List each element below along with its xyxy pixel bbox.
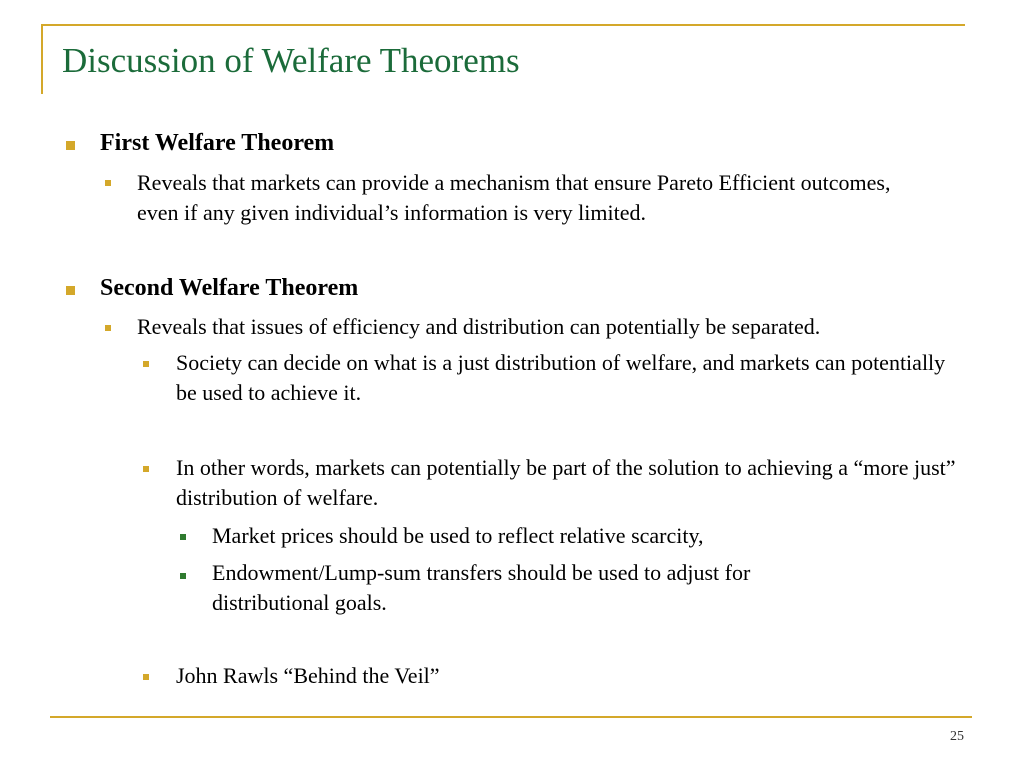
level-three-bullet: [143, 674, 149, 680]
level-one-bullet: [66, 286, 75, 295]
slide-title: Discussion of Welfare Theorems: [62, 41, 520, 80]
slide-bottom-rule: [50, 716, 972, 718]
level-four-bullet: [180, 573, 186, 579]
level-two-bullet: [105, 180, 111, 186]
level-one-bullet: [66, 141, 75, 150]
second-theorem-subpoint: John Rawls “Behind the Veil”: [176, 663, 440, 688]
first-theorem-heading: First Welfare Theorem: [100, 130, 335, 156]
page-number: 25: [950, 729, 964, 744]
level-three-bullet: [143, 361, 149, 367]
second-theorem-subpoint: Society can decide on what is a just distribution of welfare, and markets can potentially be used to achieve it.: [176, 350, 946, 405]
second-theorem-detail: Endowment/Lump-sum transfers should be used to adjust for distributional goals.: [212, 560, 751, 615]
first-theorem-point: Reveals that markets can provide a mechanism that ensure Pareto Efficient outcomes, even if any given individual’s information is very limited.: [137, 170, 891, 225]
level-three-bullet: [143, 466, 149, 472]
second-theorem-point: Reveals that issues of efficiency and distribution can potentially be separated.: [137, 314, 821, 339]
level-four-bullet: [180, 534, 186, 540]
level-two-bullet: [105, 325, 111, 331]
second-theorem-subpoint: In other words, markets can potentially be part of the solution to achieving a “more just” distribution of welfare.: [176, 455, 956, 510]
second-theorem-heading: Second Welfare Theorem: [100, 275, 359, 301]
second-theorem-detail: Market prices should be used to reflect relative scarcity,: [212, 523, 704, 548]
